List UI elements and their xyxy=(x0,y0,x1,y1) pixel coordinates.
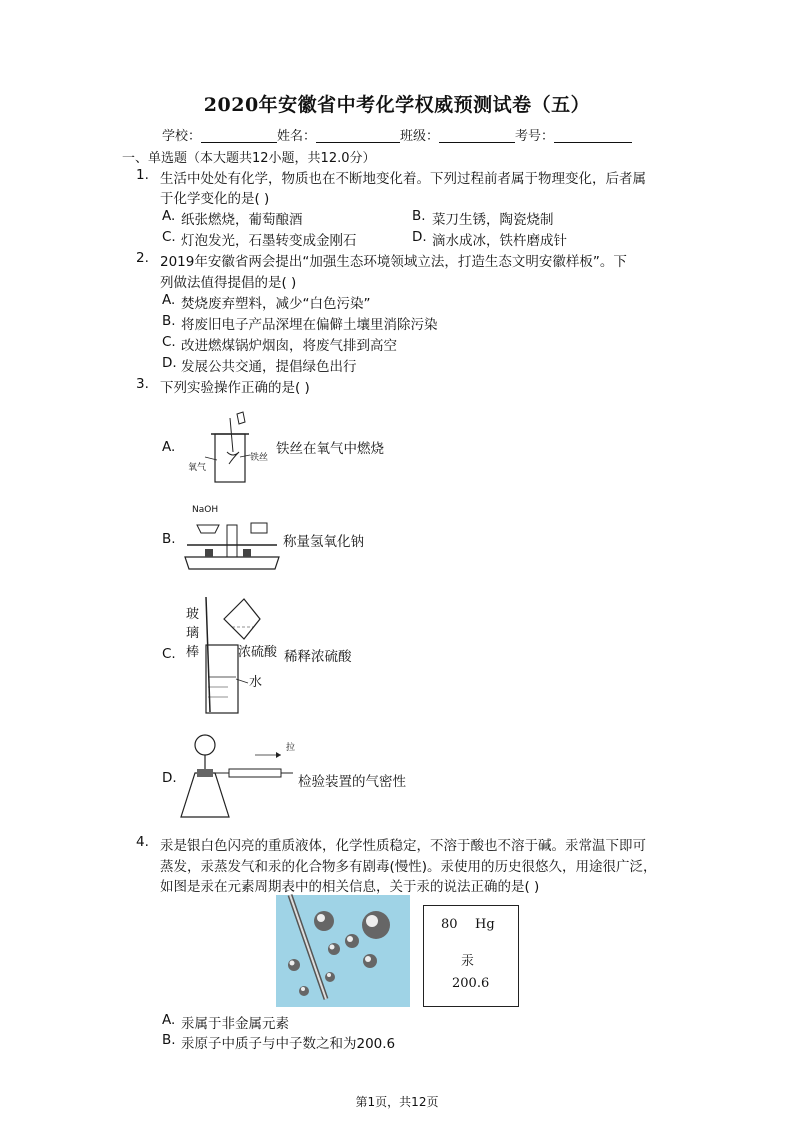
option-text: 焚烧废弃塑料，减少“白色污染” xyxy=(181,296,371,312)
question-number: 1. xyxy=(136,167,149,183)
option-label: D. xyxy=(162,770,177,786)
option-text: 滴水成冰，铁杵磨成针 xyxy=(432,233,567,249)
question-number: 3. xyxy=(136,376,149,392)
figure-label: 拉 xyxy=(286,743,296,753)
name-label: 姓名： xyxy=(277,129,317,144)
option-text: 稀释浓硫酸 xyxy=(284,649,352,665)
option-label: A. xyxy=(162,292,176,308)
question-number: 4. xyxy=(136,834,149,850)
option-text: 称量氢氧化钠 xyxy=(283,534,364,550)
option-text: 汞原子中质子与中子数之和为200.6 xyxy=(181,1036,396,1052)
option-text: 将废旧电子产品深埋在偏僻土壤里消除污染 xyxy=(181,317,438,333)
school-label: 学校： xyxy=(162,129,202,144)
page-title: 2020年安徽省中考化学权威预测试卷（五） xyxy=(203,94,591,116)
question-number: 2. xyxy=(136,250,149,266)
option-text: 检验装置的气密性 xyxy=(298,774,406,790)
option-text: 灯泡发光，石墨转变成金刚石 xyxy=(181,233,357,249)
option-text: 改进燃煤锅炉烟囱，将废气排到高空 xyxy=(181,338,397,354)
option-label: D. xyxy=(162,355,177,371)
question-stem-line: 2019年安徽省两会提出“加强生态环境领域立法，打造生态文明安徽样板”。下 xyxy=(160,254,627,270)
figure-label: 璃 xyxy=(186,626,200,641)
option-text: 发展公共交通，提倡绿色出行 xyxy=(181,359,357,375)
question-stem-line: 汞是银白色闪亮的重质液体，化学性质稳定，不溶于酸也不溶于碱。汞常温下即可 xyxy=(160,838,646,854)
option-text: 菜刀生锈，陶瓷烧制 xyxy=(432,212,554,228)
element-symbol: Hg xyxy=(475,917,495,932)
figure-label: 铁丝 xyxy=(250,453,269,463)
figure-label: 棒 xyxy=(186,645,200,660)
student-info-line xyxy=(162,125,632,144)
question-stem-line: 如图是汞在元素周期表中的相关信息，关于汞的说法正确的是( ) xyxy=(160,879,540,895)
class-blank xyxy=(439,128,515,143)
mercury-photo xyxy=(276,895,410,1007)
atomic-number: 80 xyxy=(441,917,458,932)
figure-label: NaOH xyxy=(192,505,219,515)
question-stem-line: 于化学变化的是( ) xyxy=(160,191,270,207)
element-name: 汞 xyxy=(461,954,475,969)
option-label: C. xyxy=(162,229,176,245)
option-label: A. xyxy=(162,208,176,224)
page-footer: 第1页，共12页 xyxy=(355,1095,439,1109)
exam-no-blank xyxy=(554,128,632,143)
option-label: D. xyxy=(412,229,427,245)
option-label: B. xyxy=(162,1032,176,1048)
option-label: A. xyxy=(162,439,176,455)
option-label: B. xyxy=(162,313,176,329)
option-label: B. xyxy=(162,531,176,547)
question-stem-line: 生活中处处有化学，物质也在不断地变化着。下列过程前者属于物理变化，后者属 xyxy=(160,171,646,187)
option-text: 汞属于非金属元素 xyxy=(181,1016,289,1032)
question-stem-line: 蒸发，汞蒸发气和汞的化合物多有剧毒(慢性)。汞使用的历史很悠久，用途很广泛， xyxy=(160,859,657,875)
figure-label: 玻 xyxy=(186,607,200,622)
figure-label: 氧气 xyxy=(188,463,207,473)
section-heading: 一、单选题（本大题共12小题，共12.0分） xyxy=(122,151,376,166)
class-label: 班级： xyxy=(400,129,440,144)
exam-no-label: 考号： xyxy=(515,129,555,144)
option-label: C. xyxy=(162,646,176,662)
question-stem-line: 下列实验操作正确的是( ) xyxy=(160,380,310,396)
option-label: A. xyxy=(162,1012,176,1028)
balance-scale-figure xyxy=(183,505,283,573)
option-label: C. xyxy=(162,334,176,350)
option-label: B. xyxy=(412,208,426,224)
option-text: 纸张燃烧，葡萄酿酒 xyxy=(181,212,303,228)
figure-label: 浓硫酸 xyxy=(238,645,278,660)
atomic-mass: 200.6 xyxy=(452,976,490,991)
question-stem-line: 列做法值得提倡的是( ) xyxy=(160,275,297,291)
school-blank xyxy=(201,128,277,143)
option-text: 铁丝在氧气中燃烧 xyxy=(276,441,384,457)
figure-label: 水 xyxy=(249,675,263,690)
name-blank xyxy=(316,128,400,143)
